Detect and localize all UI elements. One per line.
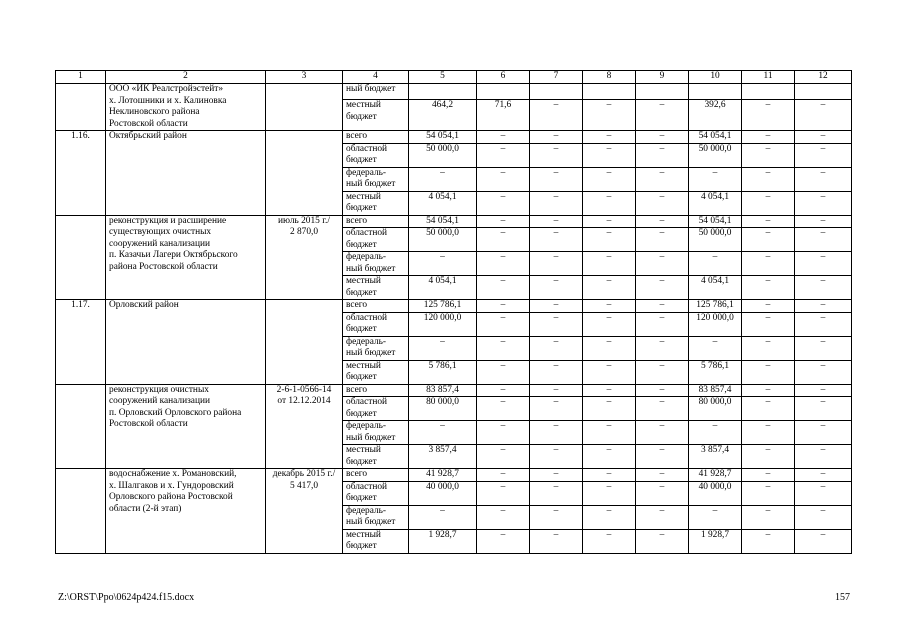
value-cell-col-8: – — [583, 481, 636, 505]
budget-source-cell: местный бюджет — [343, 360, 409, 384]
value-cell-col-11: – — [742, 397, 795, 421]
value-cell-col-10: 83 857,4 — [689, 384, 742, 397]
value-cell-col-10: 4 054,1 — [689, 191, 742, 215]
row-number-cell — [56, 215, 106, 300]
value-cell-col-11: – — [742, 300, 795, 313]
value-cell-col-8: – — [583, 215, 636, 228]
value-cell-col-10: – — [689, 167, 742, 191]
value-cell-col-10: 50 000,0 — [689, 228, 742, 252]
value-cell-col-11: – — [742, 228, 795, 252]
value-cell-col-5: 54 054,1 — [409, 215, 477, 228]
row-number-cell — [56, 469, 106, 554]
value-cell-col-9: – — [636, 276, 689, 300]
value-cell-col-11: – — [742, 252, 795, 276]
value-cell-col-6: – — [477, 421, 530, 445]
value-cell-col-11: – — [742, 469, 795, 482]
value-cell-col-10: – — [689, 505, 742, 529]
value-cell-col-7: – — [530, 215, 583, 228]
deadline-cost-cell — [266, 84, 343, 131]
table-header-row — [56, 71, 852, 84]
table-row — [56, 215, 852, 228]
value-cell-col-6: – — [477, 505, 530, 529]
value-cell-col-9: – — [636, 481, 689, 505]
value-cell-col-5: 1 928,7 — [409, 529, 477, 553]
value-cell-col-7: – — [530, 312, 583, 336]
value-cell-col-8: – — [583, 360, 636, 384]
value-cell-col-6: – — [477, 143, 530, 167]
object-name-cell: ООО «ИК Реалстройэстейт» х. Лотошники и х. Калиновка Неклиновского района Ростовской области — [106, 84, 266, 131]
value-cell-col-7: – — [530, 481, 583, 505]
value-cell-col-8: – — [583, 312, 636, 336]
value-cell-col-6: – — [477, 191, 530, 215]
budget-source-cell: областной бюджет — [343, 397, 409, 421]
value-cell-col-5: 125 786,1 — [409, 300, 477, 313]
value-cell-col-5: – — [409, 505, 477, 529]
value-cell-col-8: – — [583, 445, 636, 469]
value-cell-col-6: – — [477, 167, 530, 191]
budget-source-cell: всего — [343, 384, 409, 397]
value-cell-col-5: 120 000,0 — [409, 312, 477, 336]
value-cell-col-7: – — [530, 360, 583, 384]
value-cell-col-8: – — [583, 191, 636, 215]
value-cell-col-5: 83 857,4 — [409, 384, 477, 397]
budget-source-cell: областной бюджет — [343, 481, 409, 505]
value-cell-col-9: – — [636, 131, 689, 144]
value-cell-col-9: – — [636, 505, 689, 529]
value-cell-col-9: – — [636, 167, 689, 191]
value-cell-col-12: – — [795, 397, 852, 421]
budget-source-cell: областной бюджет — [343, 228, 409, 252]
value-cell-col-6: – — [477, 252, 530, 276]
value-cell-col-7: – — [530, 143, 583, 167]
value-cell-col-9: – — [636, 469, 689, 482]
value-cell-col-12: – — [795, 312, 852, 336]
column-header-4: 4 — [343, 71, 409, 84]
value-cell-col-12: – — [795, 529, 852, 553]
value-cell-col-8: – — [583, 276, 636, 300]
object-name-cell: Орловский район — [106, 300, 266, 385]
value-cell-col-10: 125 786,1 — [689, 300, 742, 313]
deadline-cost-cell — [266, 300, 343, 385]
budget-source-cell: федераль- ный бюджет — [343, 505, 409, 529]
value-cell-col-12: – — [795, 360, 852, 384]
value-cell-col-5: 4 054,1 — [409, 191, 477, 215]
value-cell-col-8: – — [583, 505, 636, 529]
value-cell-col-9: – — [636, 384, 689, 397]
value-cell-col-8: – — [583, 397, 636, 421]
value-cell-col-7: – — [530, 191, 583, 215]
value-cell-col-10: 41 928,7 — [689, 469, 742, 482]
column-header-8: 8 — [583, 71, 636, 84]
value-cell-col-11: – — [742, 100, 795, 131]
budget-source-cell: всего — [343, 469, 409, 482]
value-cell-col-6: – — [477, 481, 530, 505]
value-cell-col-12: – — [795, 421, 852, 445]
value-cell-col-12: – — [795, 131, 852, 144]
value-cell-col-11: – — [742, 131, 795, 144]
row-number-cell: 1.17. — [56, 300, 106, 385]
budget-source-cell: местный бюджет — [343, 191, 409, 215]
budget-source-cell: ный бюджет — [343, 84, 409, 100]
object-name-cell: реконструкция очистных сооружений канализации п. Орловский Орловского района Ростовской области — [106, 384, 266, 469]
value-cell-col-6: – — [477, 397, 530, 421]
value-cell-col-12: – — [795, 505, 852, 529]
value-cell-col-6: – — [477, 469, 530, 482]
value-cell-col-7: – — [530, 529, 583, 553]
value-cell-col-5: 50 000,0 — [409, 143, 477, 167]
value-cell-col-11: – — [742, 360, 795, 384]
value-cell-col-8: – — [583, 143, 636, 167]
budget-source-cell: областной бюджет — [343, 312, 409, 336]
value-cell-col-9: – — [636, 191, 689, 215]
value-cell-col-12: – — [795, 100, 852, 131]
budget-table — [55, 70, 852, 554]
column-header-7: 7 — [530, 71, 583, 84]
value-cell-col-5: – — [409, 167, 477, 191]
value-cell-col-9: – — [636, 529, 689, 553]
value-cell-col-11: – — [742, 529, 795, 553]
budget-source-cell: всего — [343, 300, 409, 313]
value-cell-col-7: – — [530, 100, 583, 131]
column-header-3: 3 — [266, 71, 343, 84]
column-header-12: 12 — [795, 71, 852, 84]
value-cell-col-6: – — [477, 336, 530, 360]
object-name-cell: Октябрьский район — [106, 131, 266, 216]
value-cell-col-12: – — [795, 384, 852, 397]
column-header-9: 9 — [636, 71, 689, 84]
budget-source-cell: областной бюджет — [343, 143, 409, 167]
value-cell-col-8: – — [583, 131, 636, 144]
value-cell-col-9: – — [636, 421, 689, 445]
value-cell-col-12: – — [795, 167, 852, 191]
value-cell-col-8: – — [583, 252, 636, 276]
value-cell-col-12: – — [795, 252, 852, 276]
value-cell-col-5: 3 857,4 — [409, 445, 477, 469]
value-cell-col-7: – — [530, 505, 583, 529]
value-cell-col-6: – — [477, 312, 530, 336]
value-cell-col-11: – — [742, 445, 795, 469]
value-cell-col-11: – — [742, 421, 795, 445]
column-header-5: 5 — [409, 71, 477, 84]
value-cell-col-8: – — [583, 384, 636, 397]
value-cell-col-8: – — [583, 100, 636, 131]
value-cell-col-11: – — [742, 505, 795, 529]
footer-page-number: 157 — [835, 592, 850, 603]
table-row — [56, 84, 852, 100]
value-cell-col-10: 4 054,1 — [689, 276, 742, 300]
value-cell-col-10: 54 054,1 — [689, 131, 742, 144]
value-cell-col-12: – — [795, 276, 852, 300]
table-row — [56, 469, 852, 482]
budget-source-cell: местный бюджет — [343, 445, 409, 469]
column-header-11: 11 — [742, 71, 795, 84]
value-cell-col-12: – — [795, 481, 852, 505]
value-cell-col-12: – — [795, 469, 852, 482]
value-cell-col-12: – — [795, 191, 852, 215]
footer-file-path: Z:\ORST\Ppo\0624p424.f15.docx — [58, 592, 195, 603]
value-cell-col-7: – — [530, 421, 583, 445]
value-cell-col-6: – — [477, 215, 530, 228]
column-header-1: 1 — [56, 71, 106, 84]
value-cell-col-9: – — [636, 360, 689, 384]
value-cell-col-12: – — [795, 445, 852, 469]
value-cell-col-7: – — [530, 276, 583, 300]
value-cell-col-10: – — [689, 252, 742, 276]
value-cell-col-10: 1 928,7 — [689, 529, 742, 553]
value-cell-col-5: 464,2 — [409, 100, 477, 131]
object-name-cell: водоснабжение х. Романовский, х. Шалгаков и х. Гундоровский Орловского района Ростовской области (2-й этап) — [106, 469, 266, 554]
value-cell-col-7: – — [530, 397, 583, 421]
value-cell-col-5: 54 054,1 — [409, 131, 477, 144]
value-cell-col-5 — [409, 84, 477, 100]
deadline-cost-cell: июль 2015 г./ 2 870,0 — [266, 215, 343, 300]
budget-source-cell: местный бюджет — [343, 100, 409, 131]
value-cell-col-11: – — [742, 143, 795, 167]
budget-source-cell: федераль- ный бюджет — [343, 252, 409, 276]
value-cell-col-9: – — [636, 312, 689, 336]
value-cell-col-12 — [795, 84, 852, 100]
value-cell-col-11: – — [742, 481, 795, 505]
value-cell-col-7: – — [530, 228, 583, 252]
deadline-cost-cell: 2-6-1-0566-14 от 12.12.2014 — [266, 384, 343, 469]
value-cell-col-9 — [636, 84, 689, 100]
budget-source-cell: федераль- ный бюджет — [343, 421, 409, 445]
value-cell-col-6: – — [477, 300, 530, 313]
value-cell-col-9: – — [636, 252, 689, 276]
value-cell-col-6: – — [477, 131, 530, 144]
row-number-cell: 1.16. — [56, 131, 106, 216]
value-cell-col-7 — [530, 84, 583, 100]
budget-source-cell: всего — [343, 131, 409, 144]
value-cell-col-7: – — [530, 167, 583, 191]
value-cell-col-10 — [689, 84, 742, 100]
column-header-6: 6 — [477, 71, 530, 84]
budget-source-cell: федераль- ный бюджет — [343, 336, 409, 360]
value-cell-col-12: – — [795, 336, 852, 360]
value-cell-col-12: – — [795, 228, 852, 252]
value-cell-col-7: – — [530, 469, 583, 482]
value-cell-col-9: – — [636, 228, 689, 252]
value-cell-col-9: – — [636, 300, 689, 313]
value-cell-col-11: – — [742, 167, 795, 191]
value-cell-col-7: – — [530, 252, 583, 276]
budget-source-cell: всего — [343, 215, 409, 228]
value-cell-col-5: 80 000,0 — [409, 397, 477, 421]
column-header-10: 10 — [689, 71, 742, 84]
value-cell-col-10: 5 786,1 — [689, 360, 742, 384]
deadline-cost-cell: декабрь 2015 г./ 5 417,0 — [266, 469, 343, 554]
value-cell-col-6 — [477, 84, 530, 100]
value-cell-col-5: 40 000,0 — [409, 481, 477, 505]
value-cell-col-11: – — [742, 215, 795, 228]
value-cell-col-11 — [742, 84, 795, 100]
table-row — [56, 300, 852, 313]
row-number-cell — [56, 384, 106, 469]
column-header-2: 2 — [106, 71, 266, 84]
value-cell-col-5: 50 000,0 — [409, 228, 477, 252]
value-cell-col-5: – — [409, 336, 477, 360]
value-cell-col-10: 120 000,0 — [689, 312, 742, 336]
value-cell-col-10: 392,6 — [689, 100, 742, 131]
value-cell-col-8 — [583, 84, 636, 100]
value-cell-col-7: – — [530, 445, 583, 469]
value-cell-col-8: – — [583, 421, 636, 445]
value-cell-col-6: 71,6 — [477, 100, 530, 131]
value-cell-col-10: – — [689, 421, 742, 445]
value-cell-col-9: – — [636, 397, 689, 421]
value-cell-col-5: 4 054,1 — [409, 276, 477, 300]
value-cell-col-9: – — [636, 215, 689, 228]
value-cell-col-12: – — [795, 215, 852, 228]
budget-source-cell: федераль- ный бюджет — [343, 167, 409, 191]
value-cell-col-11: – — [742, 384, 795, 397]
value-cell-col-9: – — [636, 445, 689, 469]
value-cell-col-6: – — [477, 276, 530, 300]
value-cell-col-10: 40 000,0 — [689, 481, 742, 505]
value-cell-col-5: 5 786,1 — [409, 360, 477, 384]
value-cell-col-11: – — [742, 336, 795, 360]
budget-source-cell: местный бюджет — [343, 529, 409, 553]
table-row — [56, 384, 852, 397]
value-cell-col-12: – — [795, 300, 852, 313]
value-cell-col-10: 50 000,0 — [689, 143, 742, 167]
row-number-cell — [56, 84, 106, 131]
value-cell-col-8: – — [583, 336, 636, 360]
value-cell-col-6: – — [477, 360, 530, 384]
value-cell-col-7: – — [530, 131, 583, 144]
value-cell-col-6: – — [477, 445, 530, 469]
table-row — [56, 131, 852, 144]
value-cell-col-6: – — [477, 384, 530, 397]
value-cell-col-11: – — [742, 312, 795, 336]
value-cell-col-5: – — [409, 252, 477, 276]
value-cell-col-9: – — [636, 143, 689, 167]
budget-source-cell: местный бюджет — [343, 276, 409, 300]
value-cell-col-10: 3 857,4 — [689, 445, 742, 469]
object-name-cell: реконструкция и расширение существующих очистных сооружений канализации п. Казачьи Лагери Октябрьского района Ростовской области — [106, 215, 266, 300]
value-cell-col-8: – — [583, 300, 636, 313]
value-cell-col-9: – — [636, 336, 689, 360]
value-cell-col-10: 80 000,0 — [689, 397, 742, 421]
value-cell-col-6: – — [477, 228, 530, 252]
value-cell-col-5: – — [409, 421, 477, 445]
value-cell-col-10: – — [689, 336, 742, 360]
value-cell-col-7: – — [530, 336, 583, 360]
value-cell-col-5: 41 928,7 — [409, 469, 477, 482]
value-cell-col-8: – — [583, 469, 636, 482]
value-cell-col-9: – — [636, 100, 689, 131]
value-cell-col-11: – — [742, 191, 795, 215]
value-cell-col-8: – — [583, 529, 636, 553]
value-cell-col-7: – — [530, 384, 583, 397]
value-cell-col-7: – — [530, 300, 583, 313]
value-cell-col-8: – — [583, 228, 636, 252]
value-cell-col-12: – — [795, 143, 852, 167]
value-cell-col-8: – — [583, 167, 636, 191]
value-cell-col-10: 54 054,1 — [689, 215, 742, 228]
deadline-cost-cell — [266, 131, 343, 216]
value-cell-col-11: – — [742, 276, 795, 300]
value-cell-col-6: – — [477, 529, 530, 553]
